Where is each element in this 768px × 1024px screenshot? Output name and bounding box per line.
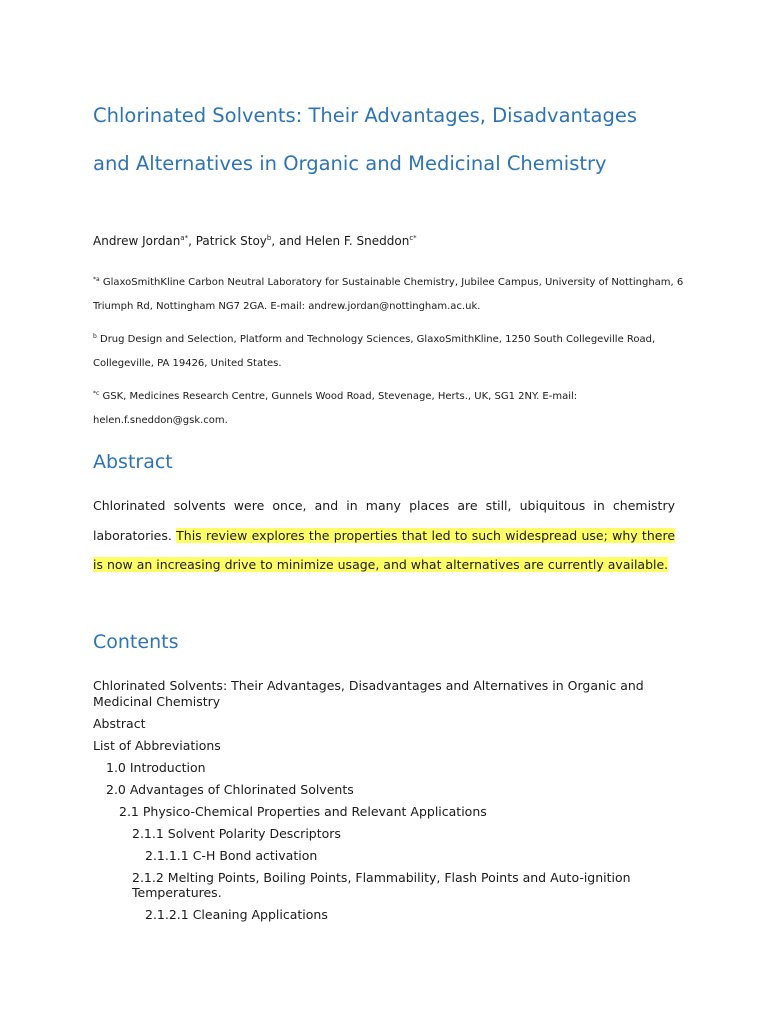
author-mark: b: [266, 234, 272, 242]
abstract-highlight: This review explores the properties that led to such widespread use; why there is now an increasing drive to minimize usage, and what alternatives are currently available.: [93, 527, 676, 572]
author-separator: ,: [188, 234, 196, 248]
paper-title: [93, 92, 713, 188]
author-separator: , and: [271, 234, 306, 248]
author-list: [93, 234, 417, 248]
affiliation-mark: *a: [93, 276, 100, 283]
title-line-2: and Alternatives in Organic and Medicinal Chemistry: [93, 152, 607, 175]
contents-heading: Contents: [93, 631, 179, 653]
toc-entry[interactable]: 1.0 Introduction: [106, 759, 206, 775]
abstract-text: Chlorinated solvents were once, and in many places are still, ubiquitous in chemistry laboratories.: [93, 498, 675, 543]
toc-entry[interactable]: 2.0 Advantages of Chlorinated Solvents: [106, 781, 354, 797]
toc-entry[interactable]: 2.1.1.1 C-H Bond activation: [145, 847, 318, 863]
author-name: Andrew Jordan: [93, 234, 181, 248]
toc-entry[interactable]: 2.1.1 Solvent Polarity Descriptors: [132, 825, 341, 841]
toc-entry[interactable]: List of Abbreviations: [93, 737, 221, 753]
author-mark: a*: [180, 234, 189, 242]
toc-entry[interactable]: Abstract: [93, 715, 146, 731]
affiliation: [93, 382, 693, 433]
affiliation-text: Drug Design and Selection, Platform and Technology Sciences, GlaxoSmithKline, 1250 South Collegeville Road, Collegeville, PA 19426, United States.: [93, 334, 656, 369]
affiliation: [93, 325, 693, 376]
affiliation-text: GSK, Medicines Research Centre, Gunnels Wood Road, Stevenage, Herts., UK, SG1 2NY. E-mail: helen.f.sneddon@gsk.com.: [93, 391, 578, 426]
author-name: Helen F. Sneddon: [305, 234, 410, 248]
toc-entry[interactable]: Chlorinated Solvents: Their Advantages, Disadvantages and Alternatives in Organic and Medicinal Chemistry: [93, 678, 644, 709]
affiliation-text: GlaxoSmithKline Carbon Neutral Laboratory for Sustainable Chemistry, Jubilee Campus, University of Nottingham, 6 Triumph Rd, Nottingham NG7 2GA. E-mail: andrew.jordan@nottingham.ac.uk.: [93, 277, 684, 312]
abstract-heading: Abstract: [93, 451, 173, 473]
toc-entry[interactable]: 2.1 Physico-Chemical Properties and Relevant Applications: [119, 803, 487, 819]
affiliation: [93, 268, 693, 319]
abstract-body: [93, 491, 675, 580]
toc-entry[interactable]: 2.1.2.1 Cleaning Applications: [145, 907, 328, 922]
affiliation-mark: b: [93, 333, 97, 340]
table-of-contents: [93, 678, 693, 929]
toc-entry[interactable]: 2.1.2 Melting Points, Boiling Points, Flammability, Flash Points and Auto-ignition Temperatures.: [132, 869, 631, 900]
author-name: Patrick Stoy: [195, 234, 267, 248]
affiliation-mark: *c: [93, 390, 100, 397]
author-mark: c*: [409, 234, 417, 242]
title-line-1: Chlorinated Solvents: Their Advantages, Disadvantages: [93, 104, 638, 127]
